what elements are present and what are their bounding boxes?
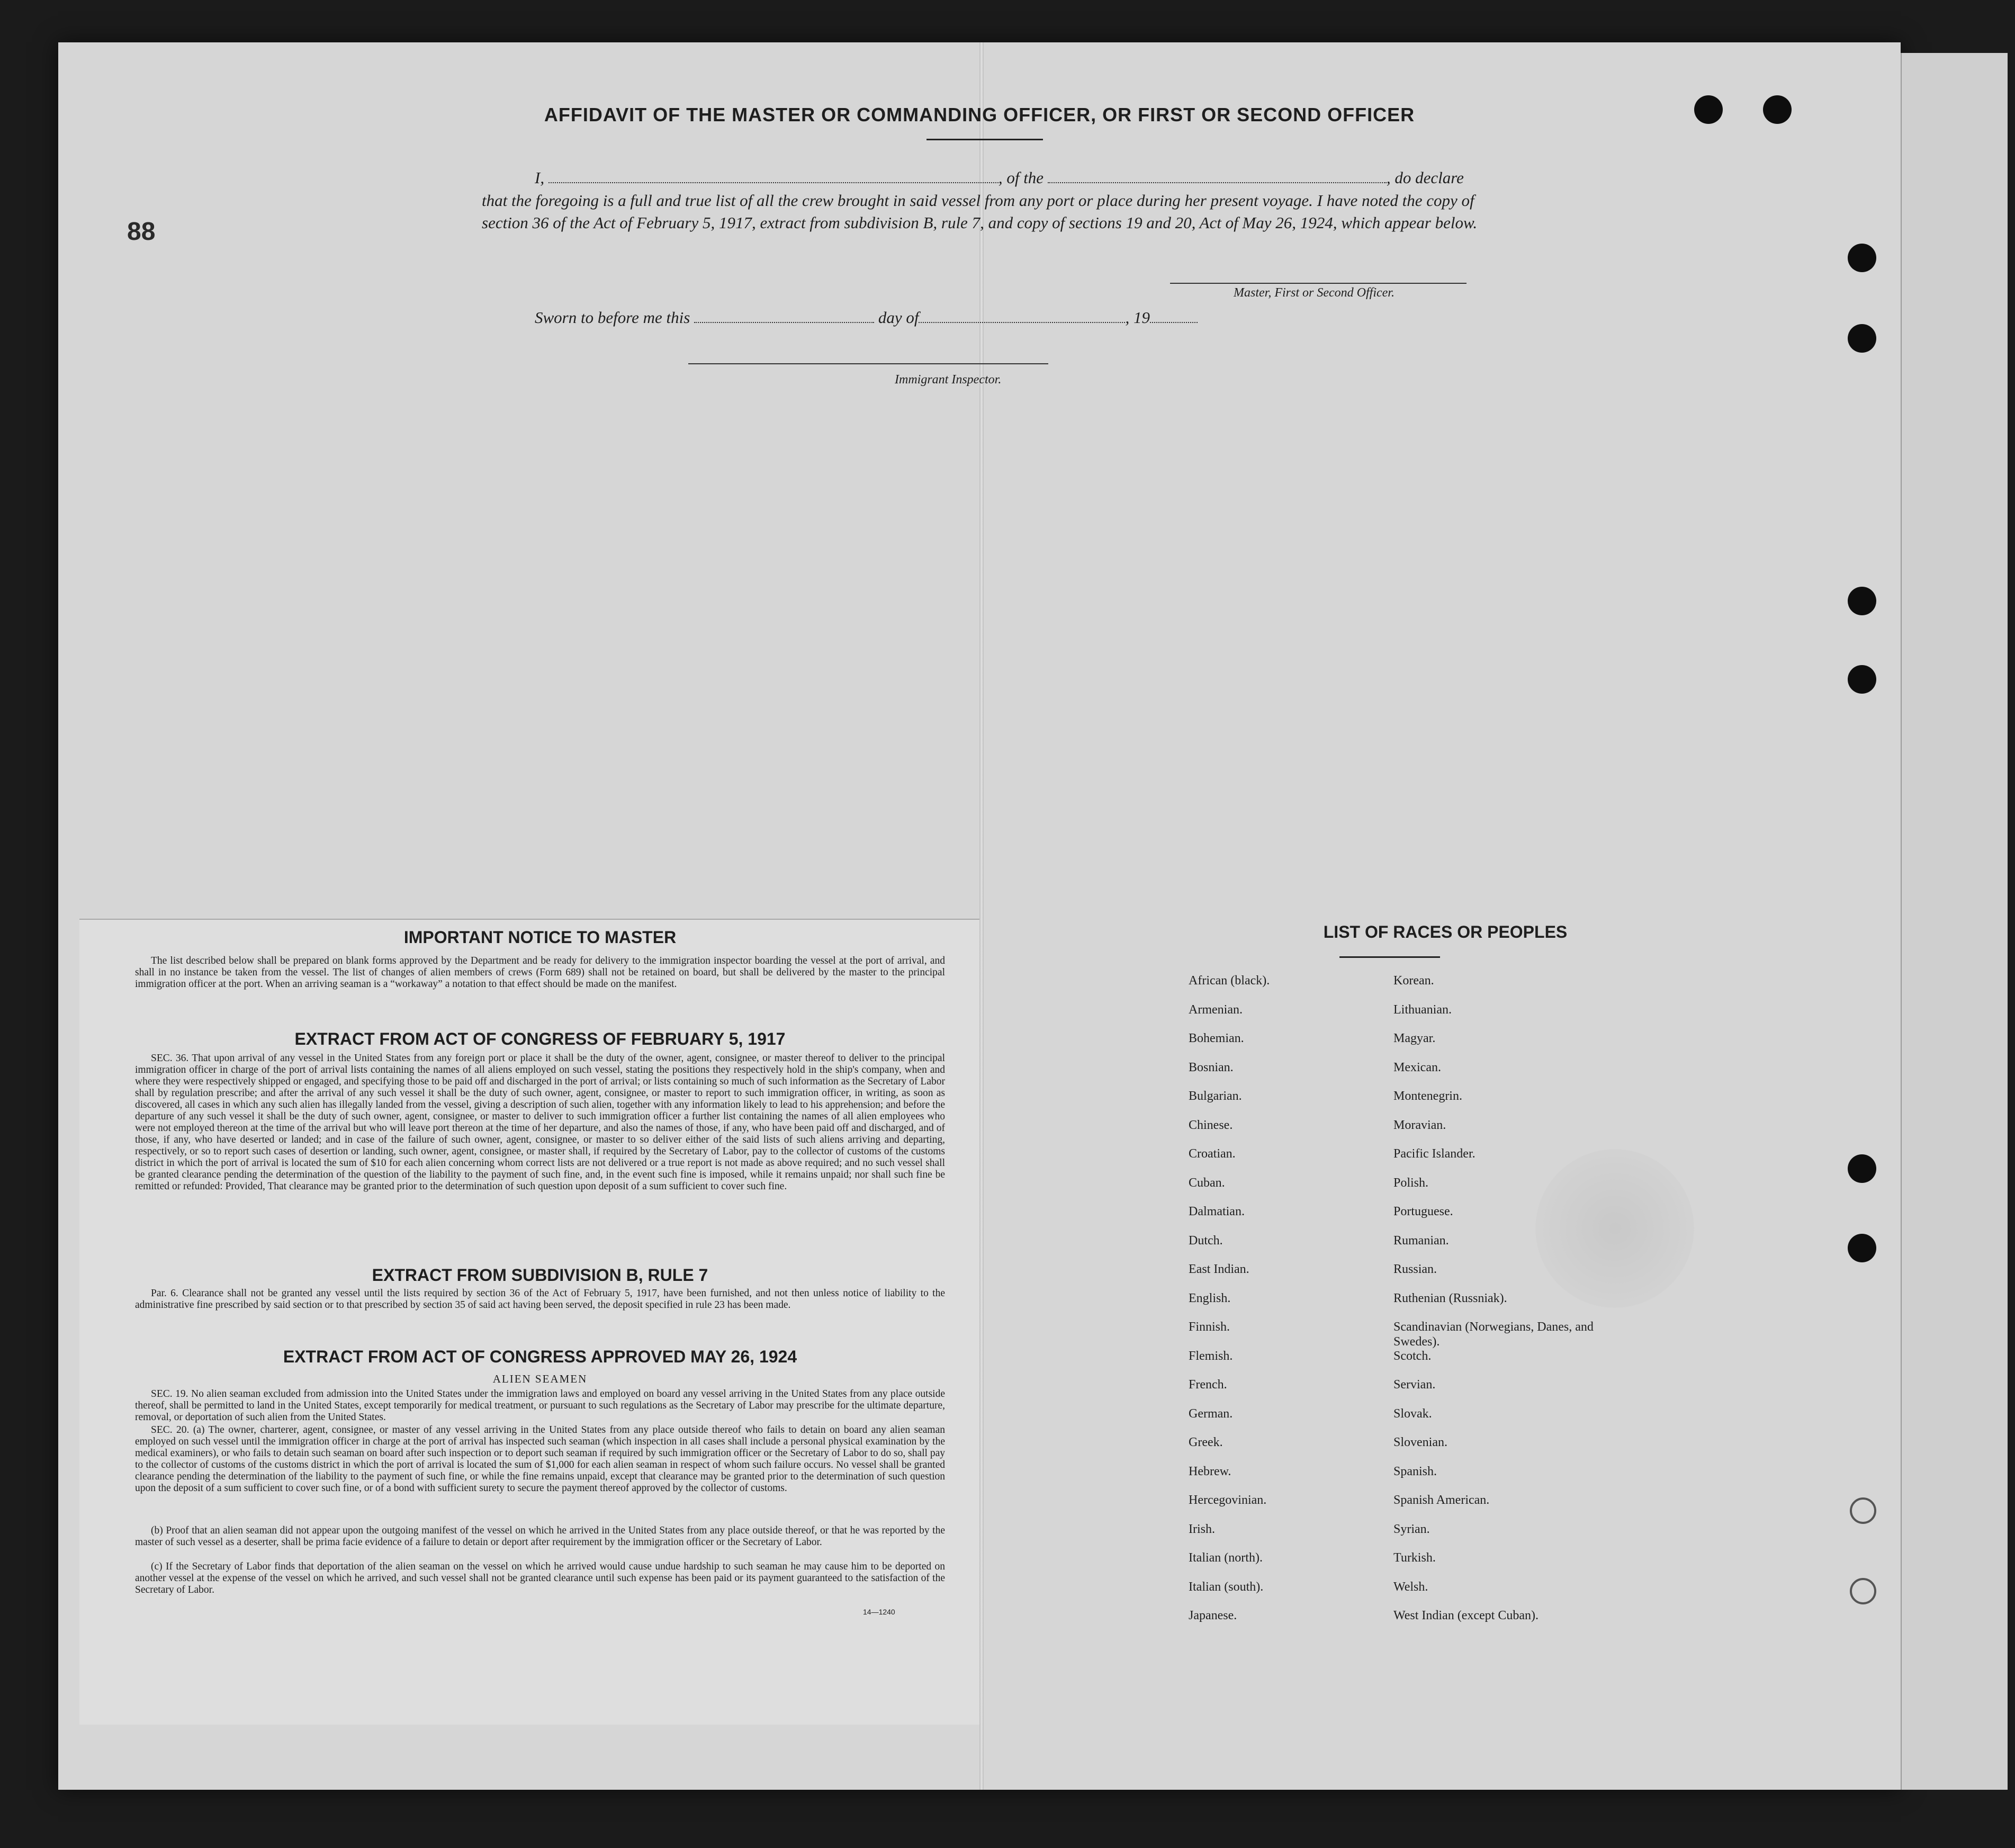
race-item: Bosnian. xyxy=(1189,1060,1234,1074)
sworn-day-blank[interactable] xyxy=(694,320,874,323)
punch-hole-icon xyxy=(1848,244,1876,272)
race-item: Ruthenian (Russniak). xyxy=(1393,1291,1507,1305)
race-item: Italian (south). xyxy=(1189,1580,1264,1594)
race-item: Irish. xyxy=(1189,1522,1215,1536)
extract-1924-sec20a: SEC. 20. (a) The owner, charterer, agent, consignee, or master of any vessel arriving in the United States from any place outside thereof who fails to detain on board any alien seaman employed on such vessel until the immigration officer in charge at the port of arrival has inspected such seaman (which inspection in all cases shall include a personal physical examination by the medical examiners), or who fails to detain such seaman on board after such inspection or to deport such seaman if required by such immigration officer or the Secretary of Labor to do so, shall pay to the collector of customs of the customs district in which the port of arrival is located the sum of $1,000 for each alien seaman in respect of whom such failure occurs. No vessel shall be granted clearance pending the determination of the liability to the payment of such fine, or while the fine remains unpaid, except that clearance may be granted prior to the determination of such question upon the deposit of a sum sufficient to cover such fine, or of a bond with sufficient surety to secure the payment thereof approved by the collector of customs. xyxy=(135,1424,945,1494)
race-item: West Indian (except Cuban). xyxy=(1393,1609,1539,1622)
subdivision-title: EXTRACT FROM SUBDIVISION B, RULE 7 xyxy=(372,1266,708,1285)
race-item: English. xyxy=(1189,1291,1231,1305)
faded-stamp-icon xyxy=(1535,1149,1694,1308)
alien-seamen-subtitle: ALIEN SEAMEN xyxy=(492,1372,588,1385)
sworn-line xyxy=(535,308,1198,327)
race-item: Russian. xyxy=(1393,1262,1437,1276)
extract-1924-sec20b: (b) Proof that an alien seaman did not appear upon the outgoing manifest of the vessel on which he arrived in the United States from any place outside thereof, or that he was reported by the master of such vessel as a deserter, shall be prima facie evidence of a failure to detain or deport after requirement by the immigration officer or the Secretary of Labor. xyxy=(135,1525,945,1548)
race-item: Syrian. xyxy=(1393,1522,1430,1536)
race-item: Slovenian. xyxy=(1393,1436,1447,1449)
race-item: Scotch. xyxy=(1393,1349,1432,1363)
races-title: LIST OF RACES OR PEOPLES xyxy=(1323,922,1568,941)
race-item: Mexican. xyxy=(1393,1060,1441,1074)
subdivision-text: Par. 6. Clearance shall not be granted any vessel until the lists required by section 36 of the Act of February 5, 1917, have been furnished, and not then unless notice of liability to the administrative fine prescribed by said section or to that prescribed by section 35 of said act having been served, the deposit specified in rule 23 has been made. xyxy=(135,1288,945,1311)
race-item: Spanish American. xyxy=(1393,1493,1490,1507)
affidavit-declare: , do declare xyxy=(1386,168,1464,187)
race-item: Japanese. xyxy=(1189,1609,1237,1622)
master-signature-line[interactable] xyxy=(1170,283,1467,284)
race-item: Welsh. xyxy=(1393,1580,1428,1594)
race-item: Lithuanian. xyxy=(1393,1002,1452,1017)
affidavit-title: AFFIDAVIT OF THE MASTER OR COMMANDING OFFICER, OR FIRST OR SECOND OFFICER xyxy=(544,104,1415,125)
race-item: Scandinavian (Norwegians, Danes, and Swedes). xyxy=(1393,1320,1594,1349)
punch-hole-icon xyxy=(1850,1578,1876,1604)
extract-1917-text: SEC. 36. That upon arrival of any vessel in the United States from any foreign port or place it shall be the duty of the owner, agent, consignee, or master thereof to deliver to the principal immigration officer in charge of the port of arrival lists containing the names of all aliens employed on such vessel, stating the positions they respectively hold in the ship's company, when and where they were respectively shipped or engaged, and specifying those to be paid off and discharged in the port of arrival; or lists containing so much of such information as the Secretary of Labor shall by regulation prescribe; and after the arrival of any such vessel it shall be the duty of such owner, agent, consignee, or master to report to such immigration officer, in writing, as soon as discovered, all cases in which any such alien has illegally landed from the vessel, giving a description of such alien, together with any information likely to lead to his apprehension; and before the departure of any such vessel it shall be the duty of such owner, agent, consignee, or master to deliver to such immigration officer a further list containing the names of all alien employees who were not employed thereon at the time of the arrival but who will leave port thereon at the time of her departure, and also the names of those, if any, who have been paid off and discharged, and of those, if any, who have deserted or landed; and in case of the failure of such owner, agent, consignee, or master to so deliver either of the said lists of such aliens arriving and departing, respectively, or so to report such cases of desertion or landing, such owner, agent, consignee, or master shall, if required by the Secretary of Labor, pay to the collector of customs of the customs district in which the port of arrival is located the sum of $10 for each alien concerning whom correct lists are not delivered or a true report is not made as above required; and no such vessel shall be granted clearance pending the determination of the question of the liability to the payment of such fine, and, in the event such fine is imposed, while it remains unpaid; nor shall such fine be remitted or refunded: Provided, That clearance may be granted prior to the determination of such question upon deposit of a sum sufficient to cover such fine. xyxy=(135,1053,945,1192)
punch-hole-icon xyxy=(1848,1234,1876,1262)
sworn-month-blank[interactable] xyxy=(919,320,1125,323)
race-item: German. xyxy=(1189,1406,1233,1421)
race-item: Magyar. xyxy=(1393,1031,1436,1045)
page-fold xyxy=(979,42,984,1790)
punch-hole-icon xyxy=(1763,95,1792,124)
race-item: Dalmatian. xyxy=(1189,1205,1245,1218)
extract-1917-title: EXTRACT FROM ACT OF CONGRESS OF FEBRUARY 5, 1917 xyxy=(294,1029,786,1048)
punch-hole-icon xyxy=(1848,665,1876,694)
race-item: Spanish. xyxy=(1393,1464,1437,1478)
race-item: Croatian. xyxy=(1189,1147,1236,1161)
race-item: Slovak. xyxy=(1393,1406,1432,1421)
race-item: African (black). xyxy=(1189,974,1270,988)
race-item: Servian. xyxy=(1393,1378,1436,1392)
sworn-prefix: Sworn to before me this xyxy=(535,308,690,327)
margin-number: 88 xyxy=(127,218,156,246)
master-signature-label: Master, First or Second Officer. xyxy=(1234,286,1395,300)
punch-hole-icon xyxy=(1850,1497,1876,1524)
punch-hole-icon xyxy=(1848,1154,1876,1183)
races-rule xyxy=(1339,956,1440,958)
inspector-signature-line[interactable] xyxy=(688,363,1048,364)
race-item: Chinese. xyxy=(1189,1118,1233,1132)
race-item: Polish. xyxy=(1393,1176,1429,1190)
race-item: Korean. xyxy=(1393,974,1434,988)
affidavit-i: I, xyxy=(535,168,545,187)
sworn-day-of: day of xyxy=(878,308,919,327)
punch-hole-icon xyxy=(1848,587,1876,615)
punch-hole-icon xyxy=(1694,95,1723,124)
inspector-signature-label: Immigrant Inspector. xyxy=(895,373,1002,387)
affidavit-of-the: , of the xyxy=(998,168,1044,187)
race-item: East Indian. xyxy=(1189,1262,1249,1276)
extract-1924-sec20c: (c) If the Secretary of Labor finds that deportation of the alien seaman on the vessel on which he arrived would cause undue hardship to such seaman he may cause him to be deported on another vessel at the expense of the vessel on which he arrived, and such vessel shall not be granted clearance until such expense has been paid or its payment guaranteed to the satisfaction of the Secretary of Labor. xyxy=(135,1561,945,1595)
vessel-blank[interactable] xyxy=(1048,180,1387,183)
sworn-year-prefix: , 19 xyxy=(1125,308,1150,327)
notice-title: IMPORTANT NOTICE TO MASTER xyxy=(403,928,677,947)
race-item: Moravian. xyxy=(1393,1118,1446,1132)
punch-hole-icon xyxy=(1848,324,1876,353)
race-item: Turkish. xyxy=(1393,1551,1436,1565)
race-item: Italian (north). xyxy=(1189,1551,1263,1565)
affidavit-rule xyxy=(926,139,1043,140)
race-item: Portuguese. xyxy=(1393,1205,1453,1218)
notice-text: The list described below shall be prepared on blank forms approved by the Department and be ready for delivery to the immigration inspector boarding the vessel at the port of arrival, and shall in no instance be taken from the vessel. The list of changes of alien members of crews (Form 689) shall not be retained on board, but shall be delivered by the master to the principal immigration officer at the port. When an arriving seaman is a “workaway” a notation to that effect should be made on the manifest. xyxy=(135,955,945,990)
sworn-year-blank[interactable] xyxy=(1150,320,1198,323)
race-item: Montenegrin. xyxy=(1393,1089,1462,1103)
name-blank[interactable] xyxy=(548,180,998,183)
extract-1924-sec19: SEC. 19. No alien seaman excluded from admission into the United States under the immigration laws and employed on board any vessel arriving in the United States from any place outside thereof, shall be permitted to land in the United States, except temporarily for medical treatment, or pursuant to such regulations as the Secretary of Labor may prescribe for the ultimate departure, removal, or deportation of such alien from the United States. xyxy=(135,1388,945,1423)
race-item: Greek. xyxy=(1189,1436,1223,1449)
underlying-page-edge xyxy=(1901,53,2008,1790)
race-item: Hercegovinian. xyxy=(1189,1493,1267,1507)
race-item: Finnish. xyxy=(1189,1320,1230,1334)
affidavit-body: that the foregoing is a full and true list of all the crew brought in said vessel from any port or place during her present voyage. I have noted the copy of section 36 of the Act of February 5, 1917, extract from subdivision B, rule 7, and copy of sections 19 and 20, Act of May 26, 1924, which appear below. xyxy=(482,191,1478,232)
race-item: Cuban. xyxy=(1189,1176,1225,1190)
race-item: Armenian. xyxy=(1189,1002,1243,1017)
affidavit-declaration-line xyxy=(535,168,1464,187)
race-item: Rumanian. xyxy=(1393,1233,1449,1248)
race-item: Pacific Islander. xyxy=(1393,1147,1476,1161)
race-item: Dutch. xyxy=(1189,1233,1223,1248)
race-item: Hebrew. xyxy=(1189,1464,1231,1478)
form-number: 14—1240 xyxy=(863,1608,895,1616)
extract-1924-title: EXTRACT FROM ACT OF CONGRESS APPROVED MAY 26, 1924 xyxy=(283,1347,797,1366)
race-item: French. xyxy=(1189,1378,1227,1392)
race-item: Bulgarian. xyxy=(1189,1089,1242,1103)
race-item: Flemish. xyxy=(1189,1349,1233,1363)
race-item: Bohemian. xyxy=(1189,1031,1244,1045)
